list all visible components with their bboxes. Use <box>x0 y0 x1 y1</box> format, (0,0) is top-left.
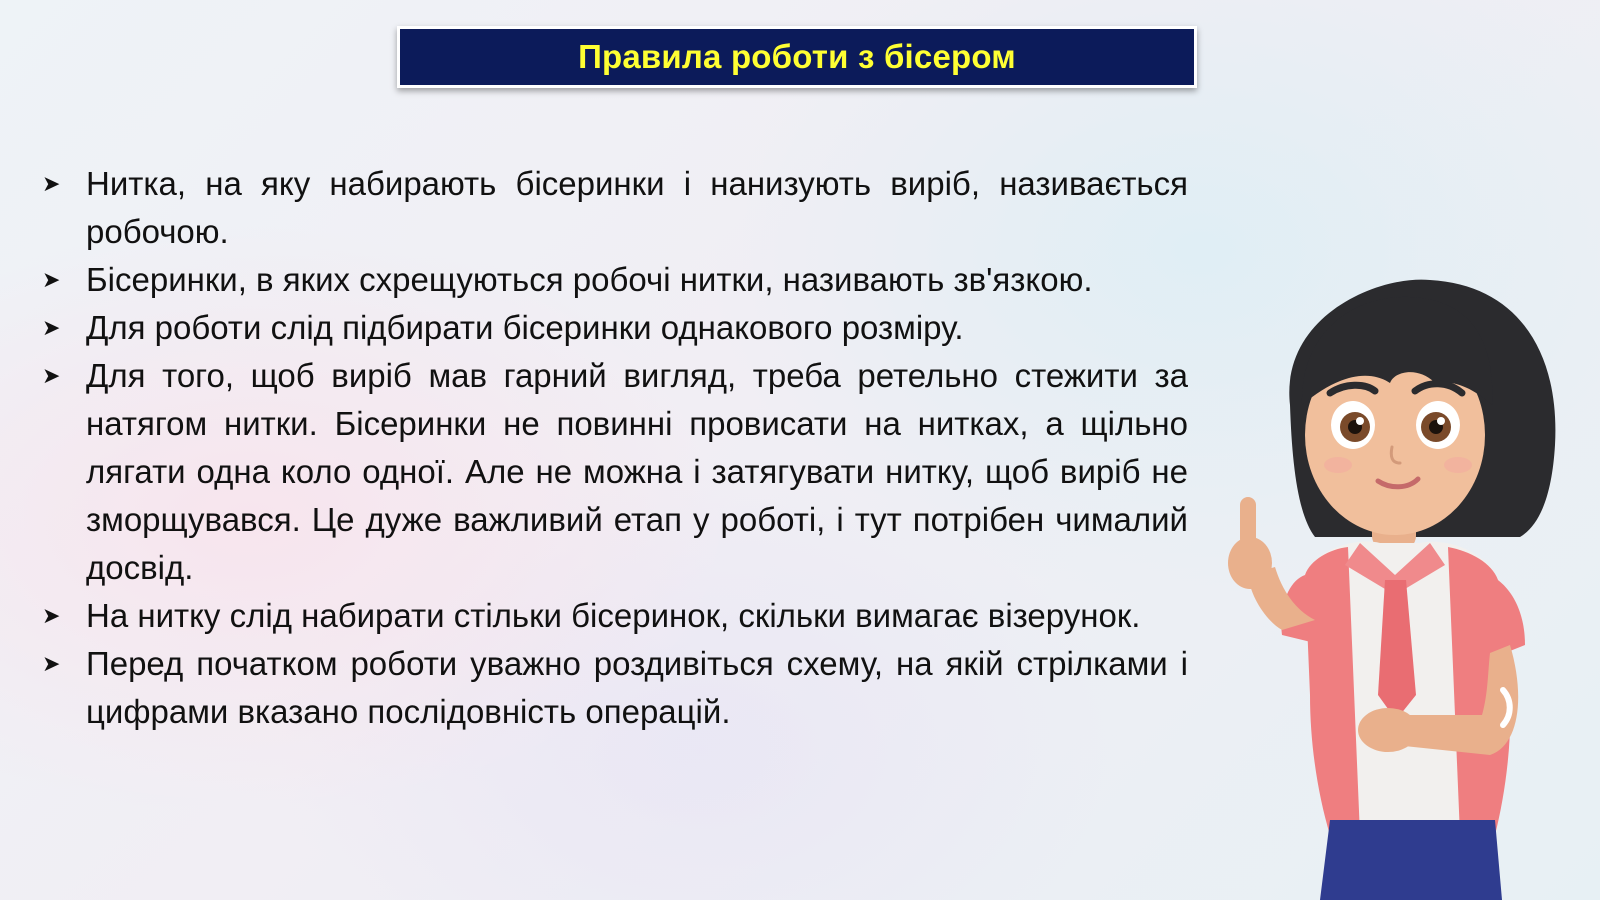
right-cheek <box>1444 457 1472 473</box>
arrowhead-bullet-icon: ➤ <box>42 603 61 628</box>
rule-item <box>40 352 1188 592</box>
rule-item <box>40 160 1188 256</box>
rule-text: Для того, щоб виріб мав гарний вигляд, треба ретельно стежити за натягом нитки. Бісеринки не повинні провисати на нитках, а щільно лягати одна коло одної. Але не можна і затягувати нитку, щоб виріб не зморщувався. Це дуже важливий етап у роботі, і тут потрібен чималий досвід. <box>86 357 1188 586</box>
arrowhead-bullet-icon: ➤ <box>42 171 61 196</box>
rule-text: Бісеринки, в яких схрещуються робочі нитки, називають зв'язкою. <box>86 261 1093 298</box>
slide-title: Правила роботи з бісером <box>578 38 1016 75</box>
rule-item <box>40 256 1188 304</box>
skirt <box>1320 820 1502 900</box>
arrowhead-bullet-icon: ➤ <box>42 267 61 292</box>
rule-text: Перед початком роботи уважно роздивіться схему, на якій стрілками і цифрами вказано послідовність операцій. <box>86 645 1188 730</box>
right-eye-highlight <box>1437 417 1445 425</box>
left-eye-highlight <box>1356 417 1364 425</box>
arrowhead-bullet-icon: ➤ <box>42 651 61 676</box>
rules-list <box>40 160 1188 736</box>
left-cheek <box>1324 457 1352 473</box>
rule-text: На нитку слід набирати стільки бісеринок, скільки вимагає візерунок. <box>86 597 1141 634</box>
pointing-finger <box>1240 497 1256 547</box>
rule-text: Для роботи слід підбирати бісеринки однакового розміру. <box>86 309 964 346</box>
rule-item <box>40 304 1188 352</box>
arrowhead-bullet-icon: ➤ <box>42 363 61 388</box>
rule-item <box>40 592 1188 640</box>
slide-title-bar <box>397 26 1197 88</box>
arrowhead-bullet-icon: ➤ <box>42 315 61 340</box>
rule-item <box>40 640 1188 736</box>
girl-character-illustration <box>1220 275 1580 900</box>
right-hand <box>1358 708 1418 752</box>
rule-text: Нитка, на яку набирають бісеринки і нанизують виріб, називається робочою. <box>86 165 1188 250</box>
